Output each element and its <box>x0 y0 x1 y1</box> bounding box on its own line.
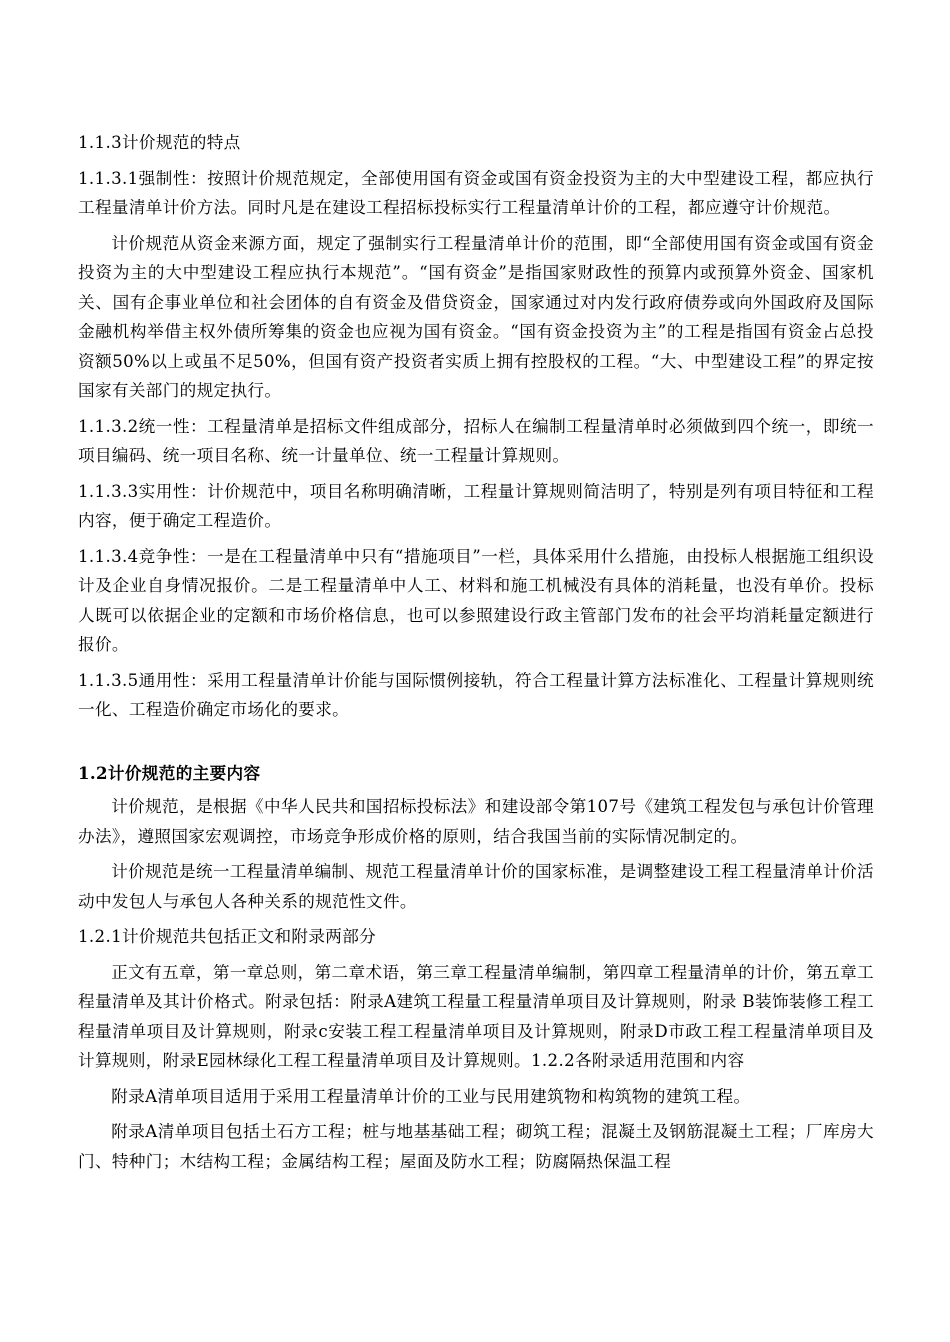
section-heading-1-2-1: 1.2.1计价规范共包括正文和附录两部分 <box>78 927 377 946</box>
paragraph-appendix-a-scope: 附录A清单项目适用于采用工程量清单计价的工业与民用建筑物和构筑物的建筑工程。 <box>111 1086 751 1106</box>
document-page <box>78 128 874 1182</box>
section-heading-1-1-3: 1.1.3计价规范的特点 <box>78 133 241 152</box>
section-heading-1-2: 1.2计价规范的主要内容 <box>78 762 261 783</box>
paragraph-basis: 计价规范，是根据《中华人民共和国招标投标法》和建设部令第107号《建筑工程发包与承包计价管理办法》，遵照国家宏观调控，市场竞争形成价格的原则，结合我国当前的实际情况制定的。 <box>78 797 874 846</box>
paragraph-generality: 1.1.3.5通用性：采用工程量清单计价能与国际惯例接轨，符合工程量计算方法标准化、工程量计算规则统一化、工程造价确定市场化的要求。 <box>78 670 874 719</box>
paragraph-mandatory: 1.1.3.1强制性：按照计价规范规定，全部使用国有资金或国有资金投资为主的大中型建设工程，都应执行工程量清单计价方法。同时凡是在建设工程招标投标实行工程量清单计价的工程，都应遵守计价规范。 <box>78 168 874 217</box>
paragraph-nature: 计价规范是统一工程量清单编制、规范工程量清单计价的国家标准，是调整建设工程工程量清单计价活动中发包人与承包人各种关系的规范性文件。 <box>78 862 874 911</box>
paragraph-appendix-a-items: 附录A清单项目包括土石方工程；桩与地基基础工程；砌筑工程；混凝土及钢筋混凝土工程；厂库房大门、特种门；木结构工程；金属结构工程；屋面及防水工程；防腐隔热保温工程 <box>78 1122 874 1171</box>
paragraph-funding-scope: 计价规范从资金来源方面，规定了强制实行工程量清单计价的范围，即“全部使用国有资金或国有资金投资为主的大中型建设工程应执行本规范”。“国有资金”是指国家财政性的预算内或预算外资金、国家机关、国有企事业单位和社会团体的自有资金及借贷资金，国家通过对内发行政府债券或向外国政府及国际金融机构举借主权外债所筹集的资金也应视为国有资金。“国有资金投资为主”的工程是指国有资金占总投资额50%以上或虽不足50%，但国有资产投资者实质上拥有控股权的工程。“大、中型建设工程”的界定按国家有关部门的规定执行。 <box>78 233 874 400</box>
paragraph-uniformity: 1.1.3.2统一性：工程量清单是招标文件组成部分，招标人在编制工程量清单时必须做到四个统一，即统一项目编码、统一项目名称、统一计量单位、统一工程量计算规则。 <box>78 416 874 465</box>
paragraph-competitiveness: 1.1.3.4竞争性：一是在工程量清单中只有“措施项目”一栏，具体采用什么措施，由投标人根据施工组织设计及企业自身情况报价。二是工程量清单中人工、材料和施工机械没有具体的消耗量，也没有单价。投标人既可以依据企业的定额和市场价格信息，也可以参照建设行政主管部门发布的社会平均消耗量定额进行报价。 <box>78 546 874 654</box>
paragraph-practicality: 1.1.3.3实用性：计价规范中，项目名称明确清晰，工程量计算规则简洁明了，特别是列有项目特征和工程内容，便于确定工程造价。 <box>78 481 874 530</box>
paragraph-chapters: 正文有五章，第一章总则，第二章术语，第三章工程量清单编制，第四章工程量清单的计价，第五章工程量清单及其计价格式。附录包括：附录A建筑工程量工程量清单项目及计算规则，附录 B装饰装修工程工程量清单项目及计算规则，附录c安装工程工程量清单项目及计算规则，附录D市政工程工程量清单项目及计算规则，附录E园林绿化工程工程量清单项目及计算规则。1.2.2各附录适用范围和内容 <box>78 962 874 1070</box>
